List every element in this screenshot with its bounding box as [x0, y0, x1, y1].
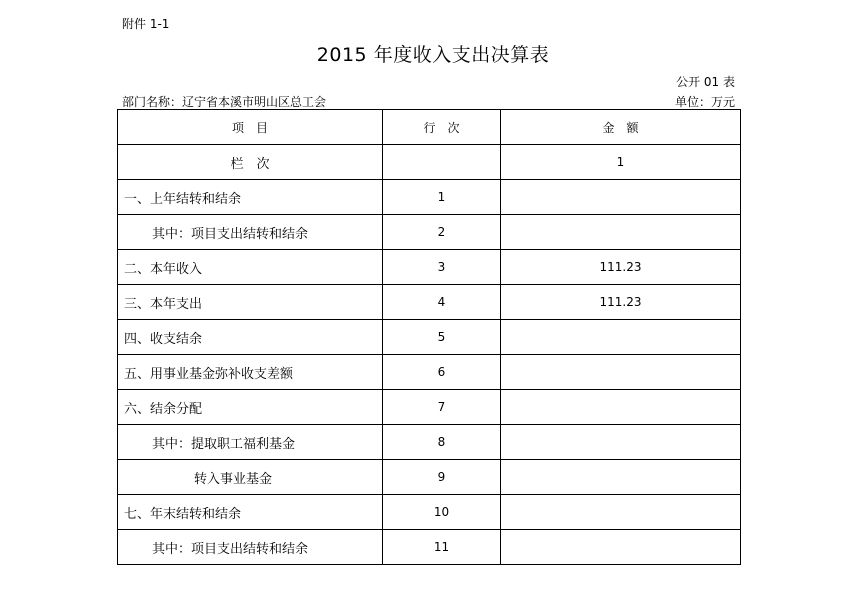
row-number: 6	[383, 355, 501, 390]
row-amount	[501, 355, 741, 390]
row-item-label: 其中：项目支出结转和结余	[152, 226, 309, 242]
row-number: 10	[383, 495, 501, 530]
row-item	[118, 320, 383, 355]
row-item	[118, 495, 383, 530]
page-title: 2015 年度收入支出决算表	[316, 44, 550, 66]
row-item	[118, 425, 383, 460]
row-amount	[501, 460, 741, 495]
column-index-amount: 1	[501, 145, 741, 180]
row-amount	[501, 320, 741, 355]
row-item-label: 一、上年结转和结余	[124, 191, 242, 207]
row-item-label: 二、本年收入	[124, 261, 203, 277]
budget-table	[117, 109, 741, 565]
unit-label: 单位：万元	[674, 95, 735, 109]
table-header-row	[118, 110, 741, 145]
header-row-no	[383, 110, 501, 145]
row-item-label: 其中：项目支出结转和结余	[152, 541, 309, 557]
form-number: 公开 01 表	[676, 75, 735, 89]
row-amount	[501, 495, 741, 530]
header-row-no-label: 行 次	[423, 120, 460, 135]
row-number: 5	[383, 320, 501, 355]
header-item	[118, 110, 383, 145]
table-row	[118, 180, 741, 215]
row-item-label: 三、本年支出	[124, 296, 203, 312]
row-number: 9	[383, 460, 501, 495]
row-amount	[501, 180, 741, 215]
row-amount	[501, 215, 741, 250]
department-name: 部门名称：辽宁省本溪市明山区总工会	[122, 95, 327, 109]
header-amount	[501, 110, 741, 145]
row-number: 2	[383, 215, 501, 250]
row-number: 8	[383, 425, 501, 460]
row-number: 11	[383, 530, 501, 565]
row-amount: 111.23	[501, 285, 741, 320]
row-item	[118, 285, 383, 320]
table-row	[118, 355, 741, 390]
table-row	[118, 530, 741, 565]
row-item	[118, 460, 383, 495]
column-index-label	[118, 145, 383, 180]
column-index-row-no	[383, 145, 501, 180]
row-amount: 111.23	[501, 250, 741, 285]
row-item	[118, 390, 383, 425]
row-number: 4	[383, 285, 501, 320]
table-row	[118, 390, 741, 425]
column-index-text: 栏 次	[230, 156, 270, 172]
table-row	[118, 215, 741, 250]
header-amount-label: 金 额	[602, 120, 639, 135]
column-index-row	[118, 145, 741, 180]
row-item-label: 七、年末结转和结余	[124, 506, 242, 522]
row-item	[118, 250, 383, 285]
row-item	[118, 180, 383, 215]
row-amount	[501, 425, 741, 460]
row-item-label: 转入事业基金	[194, 471, 273, 487]
table-row	[118, 320, 741, 355]
header-item-label: 项 目	[231, 120, 268, 135]
table-row	[118, 460, 741, 495]
row-item	[118, 215, 383, 250]
row-item	[118, 530, 383, 565]
table-row	[118, 495, 741, 530]
row-item-label: 其中：提取职工福利基金	[152, 436, 296, 452]
attachment-label: 附件 1-1	[122, 17, 170, 31]
row-amount	[501, 530, 741, 565]
row-item	[118, 355, 383, 390]
row-number: 1	[383, 180, 501, 215]
row-item-label: 五、用事业基金弥补收支差额	[124, 366, 294, 382]
table-row	[118, 425, 741, 460]
row-item-label: 四、收支结余	[124, 331, 203, 347]
row-item-label: 六、结余分配	[124, 401, 203, 417]
row-amount	[501, 390, 741, 425]
table-row	[118, 285, 741, 320]
row-number: 7	[383, 390, 501, 425]
table-row	[118, 250, 741, 285]
row-number: 3	[383, 250, 501, 285]
